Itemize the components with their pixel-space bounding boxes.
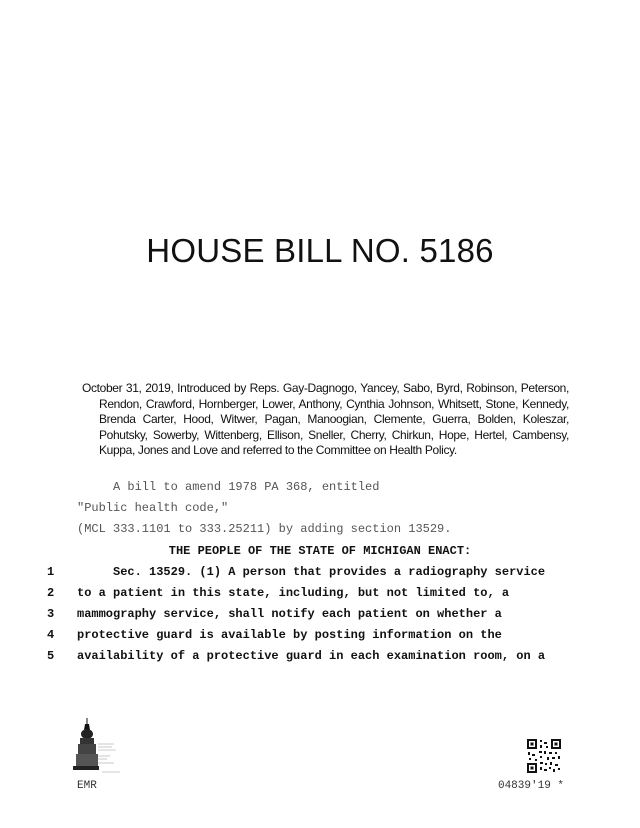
enacting-clause: THE PEOPLE OF THE STATE OF MICHIGAN ENACT:: [168, 544, 472, 558]
preamble-line-2: "Public health code,": [77, 501, 229, 515]
capitol-logo-icon: [70, 716, 126, 783]
bill-text-line: [0, 565, 640, 583]
bill-title: HOUSE BILL NO. 5186: [146, 232, 494, 269]
line-text: availability of a protective guard in each examination room, on a: [77, 649, 546, 663]
line-number: 3: [47, 607, 55, 621]
bill-text-line: [0, 649, 640, 667]
qr-code-icon: [526, 738, 562, 779]
introduction-paragraph: October 31, 2019, Introduced by Reps. Gay-Dagnogo, Yancey, Sabo, Byrd, Robinson, Peterson, Rendon, Crawford, Hornberger, Lower, Anthony, Cynthia Johnson, Whitsett, Stone, Kennedy, Brenda Carter, Hood, Witwer, Pagan, Manoogian, Clemente, Guerra, Bolden, Koleszar, Pohutsky, Sowerby, Wittenberg, Ellison, Sneller, Cherry, Chirkun, Hope, Hertel, Cambensy, Kuppa, Jones and Love and referred to the Committee on Health Policy.: [82, 381, 569, 457]
line-number: 2: [47, 586, 55, 600]
line-text: mammography service, shall notify each patient on whether a: [77, 607, 502, 621]
line-number: 4: [47, 628, 55, 642]
bill-text-line: [0, 586, 640, 604]
preamble-line-1: A bill to amend 1978 PA 368, entitled: [113, 480, 380, 494]
line-text: to a patient in this state, including, but not limited to, a: [77, 586, 510, 600]
line-number: 1: [47, 565, 55, 579]
line-number: 5: [47, 649, 55, 663]
bill-text-line: [0, 628, 640, 646]
preamble-line-3: (MCL 333.1101 to 333.25211) by adding section 13529.: [77, 522, 452, 536]
bill-text-line: [0, 607, 640, 625]
footer-drafter-initials: EMR: [77, 780, 97, 792]
line-text: protective guard is available by posting information on the: [77, 628, 502, 642]
line-text: Sec. 13529. (1) A person that provides a radiography service: [77, 565, 546, 579]
footer-request-number: 04839'19 *: [497, 780, 564, 792]
